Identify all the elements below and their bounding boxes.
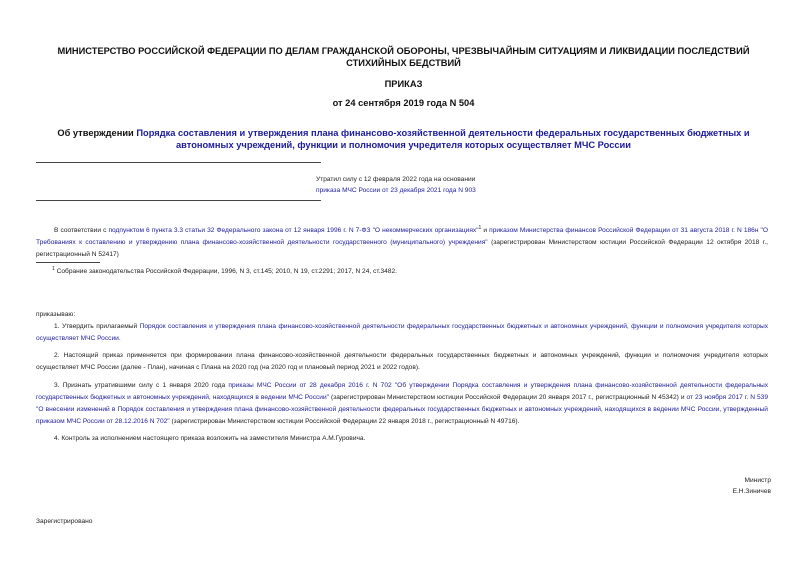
item-2: 2. Настоящий приказ применяется при формировании плана финансово-хозяйственной деятельности федеральных государственных бюджетных и автономных учреждений, функции и полномочия учредителя которых осуществляет МЧС России (далее - План), начиная с Плана на 2020 год (на 2020 год и плановый период 2021 и 2022 годов).	[36, 352, 768, 371]
divider-top	[36, 162, 321, 163]
item-3-text-2: (зарегистрирован Министерством юстиции Российской Федерации 20 января 2017 г., регистрационный N 45342) и	[329, 394, 687, 401]
divider-note	[36, 200, 321, 201]
minfin-order-link[interactable]: приказом Министерства финансов Российской Федерации от 31 августа 2018 г. N 186н "О Требованиях к составлению и утверждению плана финансово-хозяйственной деятельности государственного (муниципального) учреждения"	[36, 227, 768, 247]
subject-link[interactable]: Порядка составления и утверждения плана финансово-хозяйственной деятельности федеральных государственных бюджетных и автономных учреждений, функции и полномочия учредителя которых осуществляет МЧС России	[136, 128, 750, 150]
repeal-note	[316, 174, 476, 196]
item-3-text-3: (зарегистрирован Министерством юстиции Российской Федерации 22 января 2018 г., регистрационный N 49716).	[169, 418, 520, 425]
item-4: 4. Контроль за исполнением настоящего приказа возложить на заместителя Министра А.М.Гуровича.	[54, 435, 366, 442]
item-1-end: .	[118, 335, 121, 342]
preamble-paragraph	[36, 222, 768, 261]
footnote	[52, 266, 397, 275]
item-3	[36, 380, 768, 428]
signature-name: Е.Н.Зиничев	[732, 488, 771, 495]
document-date-number: от 24 сентября 2019 года N 504	[332, 98, 475, 108]
signature-role: Министр	[744, 477, 771, 484]
law-link[interactable]: подпунктом 6 пункта 3.3 статьи 32 Федерального закона от 12 января 1996 г. N 7-ФЗ "О некоммерческих организациях"	[108, 227, 479, 235]
procedure-link[interactable]: Порядок составления и утверждения плана финансово-хозяйственной деятельности федеральных государственных бюджетных и автономных учреждений, функции и полномочия учредителя которых осуществляет МЧС России	[36, 323, 768, 342]
item-3-text-1: 3. Признать утратившими силу с 1 января 2020 года	[54, 382, 229, 389]
document-type: ПРИКАЗ	[384, 79, 423, 89]
ministry-heading: МИНИСТЕРСТВО РОССИЙСКОЙ ФЕДЕРАЦИИ ПО ДЕЛАМ ГРАЖДАНСКОЙ ОБОРОНЫ, ЧРЕЗВЫЧАЙНЫМ СИТУАЦИЯМ И ЛИКВИДАЦИИ ПОСЛЕДСТВИЙ СТИХИЙНЫХ БЕДСТВИЙ	[57, 46, 750, 68]
order-539-link[interactable]: от 23 ноября 2017 г. N 539 "О внесении изменений в Порядок составления и утверждения плана финансово-хозяйственной деятельности федеральных государственных бюджетных и автономных учреждений, находящихся в ведении МЧС России, утвержденный приказом МЧС России от 28.12.2016 N 702"	[36, 394, 768, 425]
orders-label: приказываю:	[36, 311, 76, 318]
footnote-text: Собрание законодательства Российской Федерации, 1996, N 3, ст.145; 2010, N 19, ст.2291; 2017, N 24, ст.3482.	[54, 268, 397, 276]
document-subject	[36, 127, 771, 151]
registered-label: Зарегистрировано	[36, 518, 93, 525]
item-1-text: 1. Утвердить прилагаемый	[54, 323, 140, 330]
item-1	[36, 321, 768, 345]
subject-prefix: Об утверждении	[57, 128, 137, 138]
footnote-divider	[36, 262, 100, 263]
order-702-link[interactable]: приказы МЧС России от 28 декабря 2016 г. N 702 "Об утверждении Порядка составления и утверждения плана финансово-хозяйственной деятельности федеральных государственных бюджетных и автономных учреждений, находящихся в ведении МЧС России"	[36, 382, 768, 401]
repeal-note-link[interactable]: приказа МЧС России от 23 декабря 2021 года N 903	[316, 187, 476, 194]
preamble-text-2: и	[481, 227, 490, 235]
footnote-mark: 1	[52, 266, 55, 272]
preamble-text-1: В соответствии с	[54, 227, 109, 235]
preamble-text-3: (зарегистрирован Министерством юстиции Российской Федерации 12 октября 2018 г., регистрационный N 52417)	[36, 239, 768, 259]
repeal-note-text: Утратил силу с 12 февраля 2022 года на основании	[316, 176, 476, 183]
footnote-ref: 1	[478, 225, 482, 231]
